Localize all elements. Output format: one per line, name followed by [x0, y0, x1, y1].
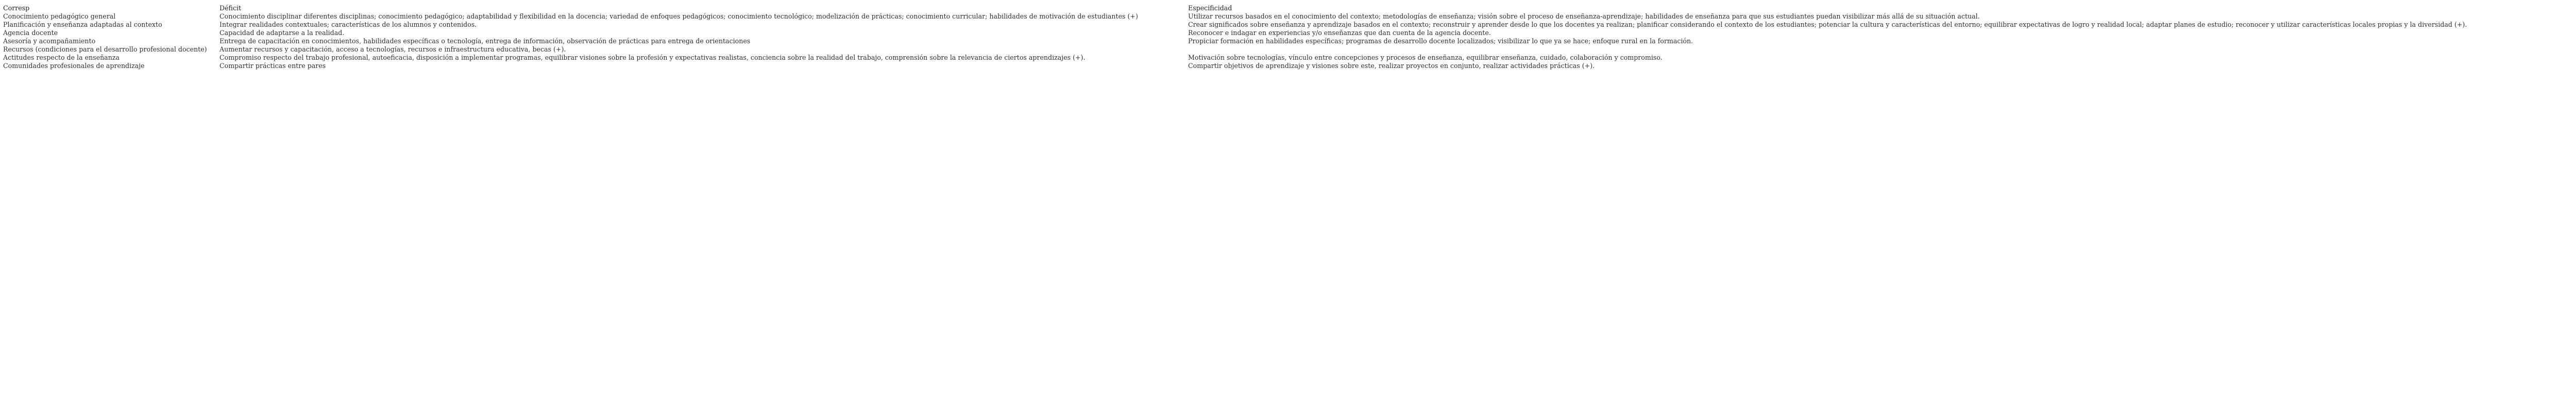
cell-corresp: Actitudes respecto de la enseñanza [3, 54, 120, 61]
cell-deficit: Capacidad de adaptarse a la realidad. [219, 29, 345, 37]
cell-deficit: Aumentar recursos y capacitación, acceso a tecnologías, recursos e infraestructura educativa, becas (+). [219, 45, 566, 53]
table-row [3, 21, 2574, 29]
cell-corresp: Recursos (condiciones para el desarrollo profesional docente) [3, 45, 207, 53]
table-row [3, 29, 2574, 37]
cell-deficit: Compartir prácticas entre pares [219, 62, 326, 70]
column-header-especificidad: Especificidad [1188, 4, 1232, 12]
cell-especificidad: Compartir objetivos de aprendizaje y visiones sobre este, realizar proyectos en conjunto, realizar actividades prácticas (+). [1188, 62, 1595, 70]
data-sheet [3, 4, 2574, 70]
table-header [3, 4, 2574, 12]
cell-corresp: Asesoría y acompañamiento [3, 37, 96, 45]
column-header-deficit: Déficit [219, 4, 242, 12]
cell-deficit: Integrar realidades contextuales; características de los alumnos y contenidos. [219, 21, 477, 28]
cell-deficit: Compromiso respecto del trabajo profesional, autoeficacia, disposición a implementar programas, equilibrar visiones sobre la profesión y expectativas realistas, conciencia sobre la realidad del trabajo, comprensión sobre la relevancia de ciertos aprendizajes (+). [219, 54, 1086, 61]
cell-corresp: Agencia docente [3, 29, 58, 37]
cell-deficit: Conocimiento disciplinar diferentes disciplinas; conocimiento pedagógico; adaptabilidad y flexibilidad en la docencia; variedad de enfoques pedagógicos; conocimiento tecnológico; modelización de prácticas; conocimiento curricular; habilidades de motivación de estudiantes (+) [219, 12, 1138, 20]
cell-deficit: Entrega de capacitación en conocimientos, habilidades específicas o tecnología, entrega de información, observación de prácticas para entrega de orientaciones [219, 37, 751, 45]
cell-especificidad: Crear significados sobre enseñanza y aprendizaje basados en el contexto; reconstruir y aprender desde lo que los docentes ya realizan; planificar considerando el contexto de los estudiantes; potenciar la cultura y características del entorno; equilibrar expectativas de logro y realidad local; adaptar planes de estudio; reconocer y utilizar características locales propias y la diversidad (+). [1188, 21, 2467, 28]
cell-especificidad [1188, 45, 2574, 54]
table-row [3, 62, 2574, 70]
table-row [3, 37, 2574, 45]
cell-especificidad: Propiciar formación en habilidades específicas; programas de desarrollo docente localizados; visibilizar lo que ya se hace; enfoque rural en la formación. [1188, 37, 1693, 45]
header-row [3, 4, 2574, 12]
cell-corresp: Comunidades profesionales de aprendizaje [3, 62, 145, 70]
table-row [3, 54, 2574, 62]
cell-especificidad: Motivación sobre tecnologías, vínculo entre concepciones y procesos de enseñanza, equilibrar enseñanza, cuidado, colaboración y compromiso. [1188, 54, 1663, 61]
table-row [3, 45, 2574, 54]
cell-especificidad: Reconocer e indagar en experiencias y/o enseñanzas que dan cuenta de la agencia docente. [1188, 29, 1491, 37]
cell-corresp: Conocimiento pedagógico general [3, 12, 116, 20]
table-body [3, 12, 2574, 70]
data-table [3, 4, 2574, 70]
cell-corresp: Planificación y enseñanza adaptadas al contexto [3, 21, 162, 28]
column-header-corresp: Corresp [3, 4, 30, 12]
table-row [3, 12, 2574, 21]
cell-especificidad: Utilizar recursos basados en el conocimiento del contexto; metodologías de enseñanza; visión sobre el proceso de enseñanza-aprendizaje; habilidades de enseñanza para que sus estudiantes puedan visibilizar más allá de su situación actual. [1188, 12, 1980, 20]
